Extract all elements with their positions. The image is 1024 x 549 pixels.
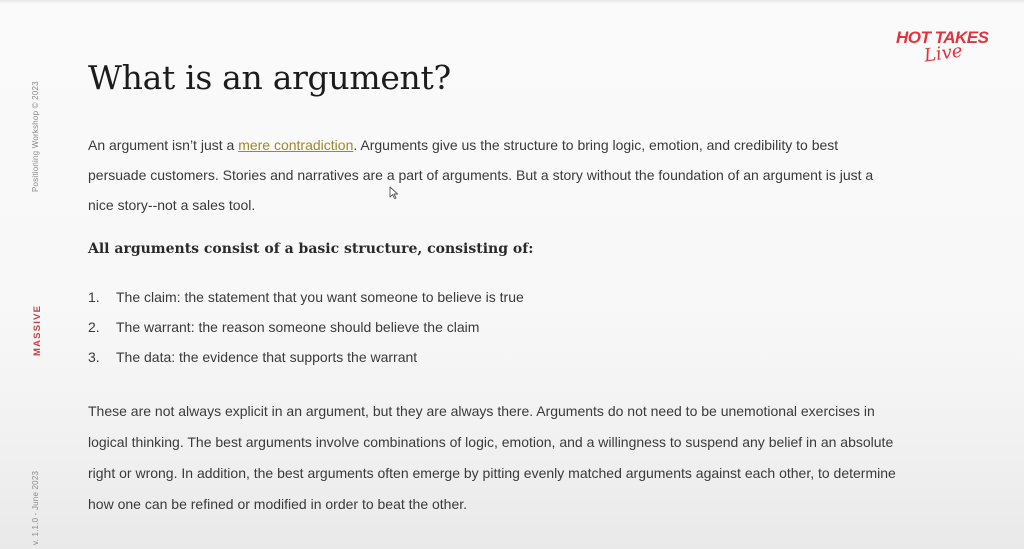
- top-border: [0, 0, 1024, 4]
- workshop-copyright: Positioning Workshop © 2023: [31, 81, 40, 192]
- slide-title: What is an argument?: [88, 58, 451, 97]
- list-number: 2.: [88, 319, 100, 335]
- mouse-cursor-icon: [389, 186, 399, 200]
- list-item: [88, 284, 524, 314]
- brand-name: MASSIVE: [32, 304, 43, 356]
- version-label: v. 1.1.0 - June 2023: [31, 470, 40, 545]
- list-item: [88, 314, 524, 344]
- list-item-text: The warrant: the reason someone should believe the claim: [116, 319, 480, 335]
- logo-text-live: Live: [922, 40, 964, 67]
- structure-subheading: All arguments consist of a basic structure, consisting of:: [88, 241, 534, 257]
- list-number: 3.: [88, 349, 100, 365]
- intro-text-rest: . Arguments give us the structure to bring logic, emotion, and credibility to best persuade customers. Stories and narratives are a part of arguments. But a story without the foundation of an argument is just a nice story--not a sales tool.: [88, 137, 874, 213]
- list-item-text: The data: the evidence that supports the warrant: [116, 349, 418, 365]
- closing-paragraph: These are not always explicit in an argument, but they are always there. Arguments do not need to be unemotional exercises in logical thinking. The best arguments involve combinations of logic, emotion, and a willingness to suspend any belief in an absolute right or wrong. In addition, the best arguments often emerge by pitting evenly matched arguments against each other, to determine how one can be refined or modified in order to beat the other.: [88, 403, 896, 512]
- logo-text-hot-takes: HOT TAKES: [896, 28, 989, 47]
- mere-contradiction-link[interactable]: mere contradiction: [238, 137, 354, 153]
- hot-takes-live-logo: [896, 28, 988, 74]
- intro-text-start: An argument isn’t just a: [88, 137, 239, 153]
- argument-structure-list: [88, 284, 524, 374]
- intro-paragraph: [88, 130, 888, 220]
- list-item-text: The claim: the statement that you want someone to believe is true: [116, 289, 524, 305]
- list-number: 1.: [88, 289, 100, 305]
- list-item: [88, 344, 524, 374]
